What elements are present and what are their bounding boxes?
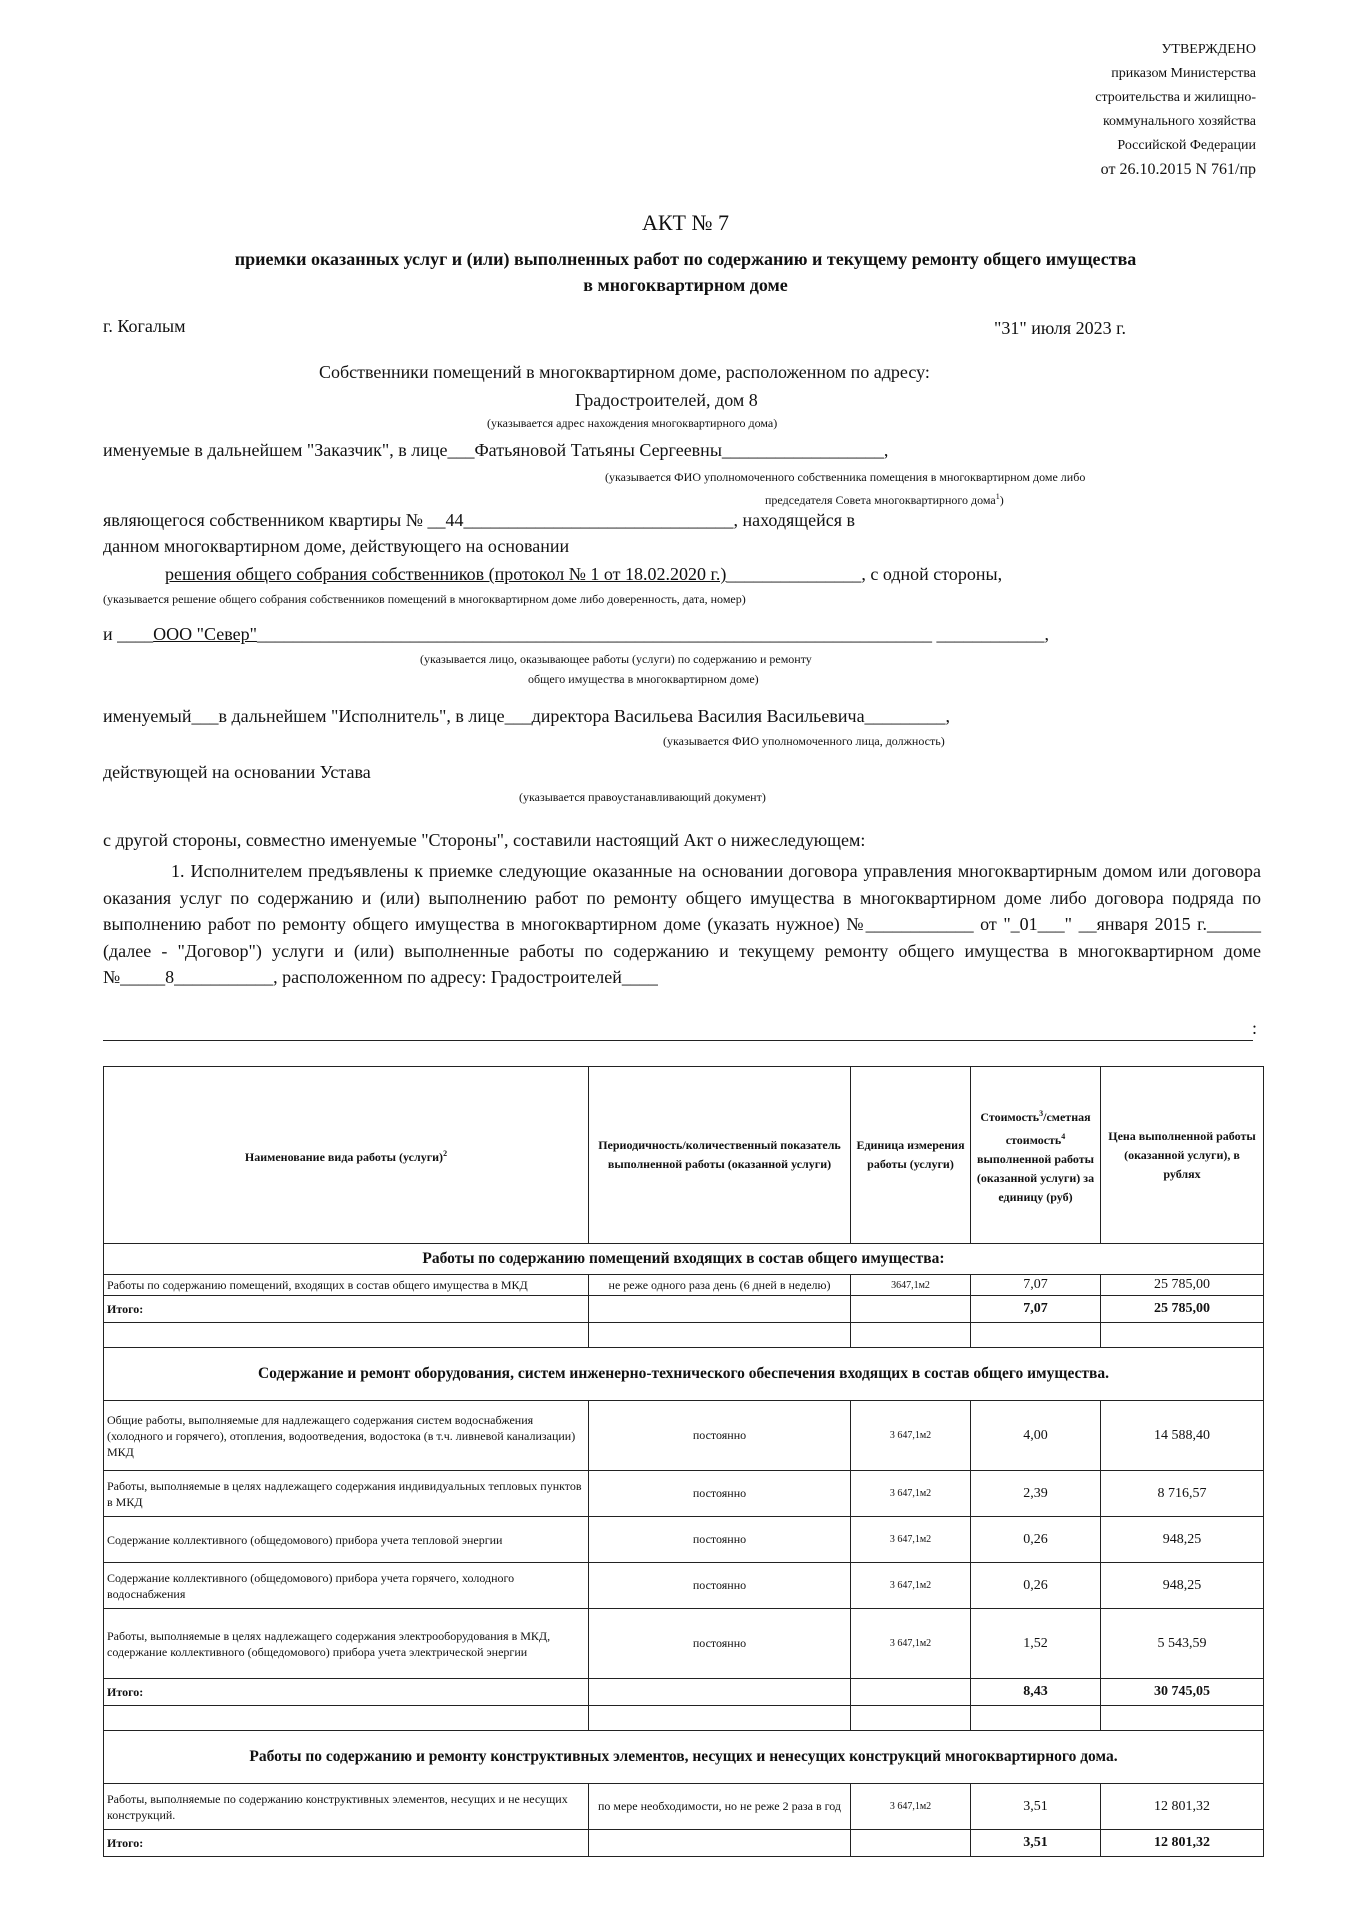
table-row <box>104 1401 1264 1471</box>
row-unit: 3 647,1м2 <box>851 1401 971 1471</box>
works-table <box>103 1066 1264 1857</box>
table-row <box>104 1517 1264 1563</box>
section-3-total-row <box>104 1830 1264 1857</box>
row-price: 948,25 <box>1101 1563 1264 1609</box>
customer-hint-2 <box>765 492 1004 508</box>
row-periodicity: не реже одного раза день (6 дней в неделю) <box>589 1275 851 1296</box>
row-work-name: Содержание коллективного (общедомового) прибора учета горячего, холодного водоснабжения <box>104 1563 589 1609</box>
row-unit-cost: 2,39 <box>971 1471 1101 1517</box>
approval-line-1: УТВЕРЖДЕНО <box>1161 42 1256 57</box>
paragraph-1: 1. Исполнителем предъявлены к приемке следующие оказанные на основании договора управления многоквартирным домом или договора оказания услуг по содержанию и (или) выполнению работ по ремонту общего имущества в многоквартирном доме либо договора подряда по выполнению работ по ремонту общего имущества в многоквартирном доме (указать нужное) №____________ от "_01___" __января 2015 г.______ (далее - "Договор") услуги и (или) выполненные работы по содержанию и текущему ремонту общего имущества в многоквартирном доме №_____8___________, расположенном по адресу: Градостроителей____ <box>103 861 1261 987</box>
row-price: 948,25 <box>1101 1517 1264 1563</box>
contractor-hint-1: (указывается лицо, оказывающее работы (услуги) по содержанию и ремонту <box>420 652 812 666</box>
decision-line <box>165 564 1002 585</box>
row-unit-cost: 0,26 <box>971 1563 1101 1609</box>
customer-line <box>103 440 888 461</box>
contractor-line <box>103 624 1049 645</box>
row-price: 5 543,59 <box>1101 1609 1264 1679</box>
decision-text: решения общего собрания собственников (протокол № 1 от 18.02.2020 г.) <box>165 564 727 584</box>
row-work-name: Содержание коллективного (общедомового) прибора учета тепловой энергии <box>104 1517 589 1563</box>
row-unit: 3 647,1м2 <box>851 1784 971 1830</box>
section-1-title: Работы по содержанию помещений входящих в состав общего имущества: <box>104 1244 1264 1275</box>
section-2-total-row <box>104 1679 1264 1706</box>
owners-line: Собственники помещений в многоквартирном доме, расположенном по адресу: <box>319 362 930 382</box>
owner-flat-prefix: являющегося собственником квартиры № __ <box>103 510 446 530</box>
customer-name: Фатьяновой Татьяны Сергеевны <box>474 440 722 460</box>
total-label: Итого: <box>104 1679 589 1706</box>
row-work-name: Работы, выполняемые в целях надлежащего содержания индивидуальных тепловых пунктов в МКД <box>104 1471 589 1517</box>
approval-stamp-block <box>1095 38 1256 182</box>
approval-line-2: приказом Министерства <box>1111 66 1256 81</box>
total-price: 12 801,32 <box>1101 1830 1264 1857</box>
header-periodicity: Периодичность/количественный показатель выполненной работы (оказанной услуги) <box>589 1067 851 1244</box>
charter-hint: (указывается правоустанавливающий документ) <box>519 790 766 804</box>
contractor-prefix: и ____ <box>103 624 154 644</box>
empty-row <box>104 1323 1264 1348</box>
charter-line: действующей на основании Устава <box>103 762 371 782</box>
address-continuation-line <box>103 1040 1253 1041</box>
act-subtitle-line-2: в многоквартирном доме <box>583 275 788 295</box>
row-work-name: Работы, выполняемые по содержанию конструктивных элементов, несущих и не несущих конструкций. <box>104 1784 589 1830</box>
decision-suffix: _______________, с одной стороны, <box>726 564 1003 584</box>
header-work-name: Наименование вида работы (услуги)$^2$ <box>104 1067 589 1244</box>
table-row <box>104 1784 1264 1830</box>
header-unit: Единица измерения работы (услуги) <box>851 1067 971 1244</box>
row-unit: 3647,1м2 <box>851 1275 971 1296</box>
footnote-1-mark: 1 <box>995 492 1000 501</box>
footnote-4-mark: 4 <box>1061 1131 1066 1141</box>
executor-line: именуемый___в дальнейшем "Исполнитель", в лице___директора Васильева Василия Васильевича_________, <box>103 706 951 726</box>
city: г. Когалым <box>103 316 186 336</box>
table-row <box>104 1563 1264 1609</box>
header-price: Цена выполненной работы (оказанной услуги), в рублях <box>1101 1067 1264 1244</box>
act-subtitle-line-1: приемки оказанных услуг и (или) выполненных работ по содержанию и текущему ремонту общего имущества <box>234 249 1137 269</box>
section-1-total-row <box>104 1296 1264 1323</box>
empty-row <box>104 1706 1264 1731</box>
total-label: Итого: <box>104 1296 589 1323</box>
row-price: 14 588,40 <box>1101 1401 1264 1471</box>
row-unit: 3 647,1м2 <box>851 1563 971 1609</box>
act-date: "31" июля 2023 г. <box>994 318 1126 338</box>
row-periodicity: постоянно <box>589 1609 851 1679</box>
contractor-suffix: ___________________________________________________________________________ ____________, <box>256 624 1049 644</box>
total-unit-cost: 3,51 <box>971 1830 1101 1857</box>
footnote-2-mark: 2 <box>443 1148 448 1158</box>
address-colon: : <box>1252 1018 1258 1038</box>
approval-line-4: коммунального хозяйства <box>1102 114 1256 129</box>
row-work-name: Общие работы, выполняемые для надлежащего содержания систем водоснабжения (холодного и горячего), отопления, водоотведения, водостока (в т.ч. ливневой канализации) МКД <box>104 1401 589 1471</box>
section-2-title: Содержание и ремонт оборудования, систем инженерно-технического обеспечения входящих в состав общего имущества. <box>104 1348 1264 1401</box>
row-periodicity: постоянно <box>589 1401 851 1471</box>
row-unit: 3 647,1м2 <box>851 1471 971 1517</box>
row-periodicity: постоянно <box>589 1563 851 1609</box>
footnote-3-mark: 3 <box>1039 1108 1044 1118</box>
customer-hint-2-text: председателя Совета многоквартирного дома <box>765 493 996 507</box>
row-unit-cost: 3,51 <box>971 1784 1101 1830</box>
row-price: 25 785,00 <box>1101 1275 1264 1296</box>
row-periodicity: постоянно <box>589 1471 851 1517</box>
table-header-row <box>104 1067 1264 1244</box>
act-subtitle <box>0 246 1371 298</box>
row-price: 12 801,32 <box>1101 1784 1264 1830</box>
total-price: 30 745,05 <box>1101 1679 1264 1706</box>
row-unit-cost: 4,00 <box>971 1401 1101 1471</box>
row-periodicity: постоянно <box>589 1517 851 1563</box>
total-label: Итого: <box>104 1830 589 1857</box>
row-unit: 3 647,1м2 <box>851 1609 971 1679</box>
contractor-hint-2: общего имущества в многоквартирном доме) <box>528 672 759 686</box>
total-price: 25 785,00 <box>1101 1296 1264 1323</box>
row-unit: 3 647,1м2 <box>851 1517 971 1563</box>
contractor-name: ООО "Север" <box>153 624 257 644</box>
approval-line-5: Российской Федерации <box>1117 138 1256 153</box>
act-title: АКТ № 7 <box>642 210 729 235</box>
row-unit-cost: 0,26 <box>971 1517 1101 1563</box>
section-3-title-row <box>104 1731 1264 1784</box>
owner-flat-line <box>103 510 855 531</box>
header-unit-cost: Стоимость$^3$/сметная стоимость$^4$ выполненной работы (оказанной услуги) за единицу (руб) <box>971 1067 1101 1244</box>
row-work-name: Работы, выполняемые в целях надлежащего содержания электрооборудования в МКД, содержание коллективного (общедомового) прибора учета электрической энергии <box>104 1609 589 1679</box>
approval-line-3: строительства и жилищно- <box>1095 90 1256 105</box>
row-unit-cost: 7,07 <box>971 1275 1101 1296</box>
table-row <box>104 1471 1264 1517</box>
section-1-title-row <box>104 1244 1264 1275</box>
row-work-name: Работы по содержанию помещений, входящих в состав общего имущества в МКД <box>104 1275 589 1296</box>
customer-hint-1: (указывается ФИО уполномоченного собственника помещения в многоквартирном доме либо <box>605 470 1086 484</box>
section-2-title-row <box>104 1348 1264 1401</box>
decision-hint: (указывается решение общего собрания собственников помещений в многоквартирном доме либо доверенность, дата, номер) <box>103 592 746 606</box>
flat-number: 44 <box>445 510 464 530</box>
address: Градостроителей, дом 8 <box>575 390 758 410</box>
total-unit-cost: 8,43 <box>971 1679 1101 1706</box>
basis-line: данном многоквартирном доме, действующего на основании <box>103 536 570 556</box>
other-side-line: с другой стороны, совместно именуемые "Стороны", составили настоящий Акт о нижеследующем: <box>103 830 866 850</box>
customer-suffix: __________________, <box>721 440 889 460</box>
owner-flat-suffix: ______________________________, находящейся в <box>463 510 856 530</box>
row-periodicity: по мере необходимости, но не реже 2 раза в год <box>589 1784 851 1830</box>
approval-line-6: от 26.10.2015 N 761/пр <box>1100 161 1256 178</box>
total-unit-cost: 7,07 <box>971 1296 1101 1323</box>
row-price: 8 716,57 <box>1101 1471 1264 1517</box>
customer-prefix: именуемые в дальнейшем "Заказчик", в лице___ <box>103 440 475 460</box>
executor-hint: (указывается ФИО уполномоченного лица, должность) <box>663 734 945 748</box>
row-unit-cost: 1,52 <box>971 1609 1101 1679</box>
section-3-title: Работы по содержанию и ремонту конструктивных элементов, несущих и ненесущих конструкций многоквартирного дома. <box>104 1731 1264 1784</box>
table-row <box>104 1275 1264 1296</box>
table-row <box>104 1609 1264 1679</box>
customer-hint-2-end: ) <box>999 493 1004 507</box>
address-hint: (указывается адрес нахождения многоквартирного дома) <box>487 416 778 430</box>
